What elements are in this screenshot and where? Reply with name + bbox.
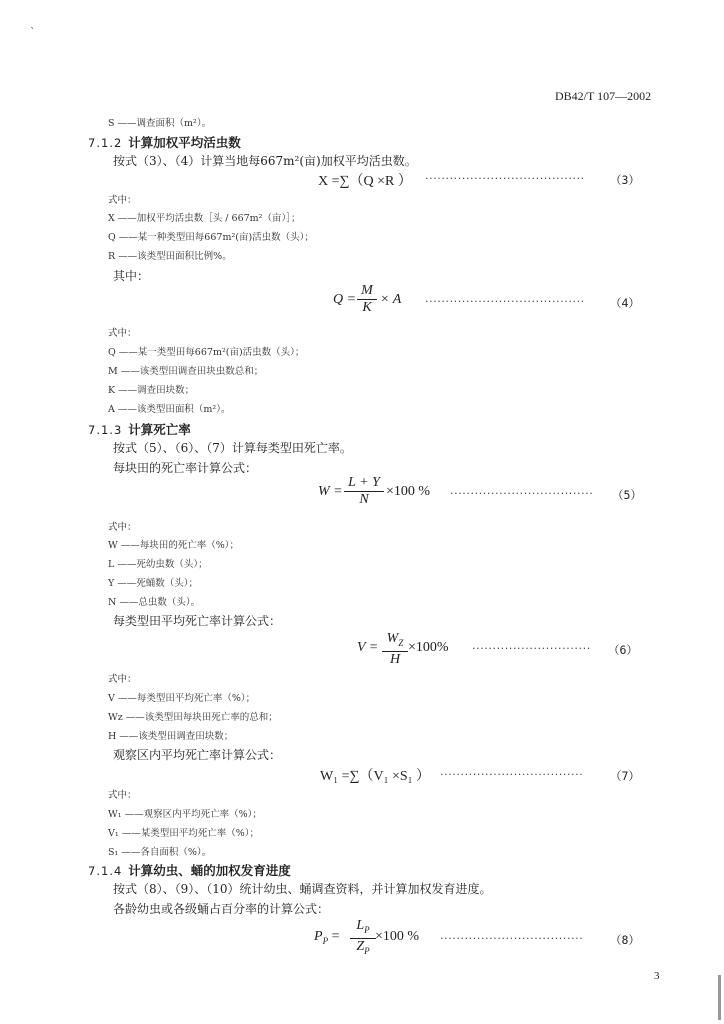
among-label: 其中： bbox=[113, 269, 150, 283]
equation-8-fraction bbox=[350, 918, 376, 959]
paragraph: 按式（8）、（9）、（10）统计幼虫、蛹调查资料，并计算加权发育进度。 bbox=[113, 882, 492, 896]
equation-number-4: （4） bbox=[610, 296, 640, 310]
leader-dots: ··································· bbox=[440, 932, 584, 945]
equation-4-lhs: Q = bbox=[333, 292, 357, 307]
equation-4-fraction bbox=[357, 283, 377, 316]
denominator: N bbox=[359, 492, 369, 507]
definition-q: Q ——某一种类型田每667m²(亩)活虫数（头）； bbox=[108, 232, 314, 243]
definition-s: S ——调查面积（m²）。 bbox=[108, 118, 212, 129]
standard-number: DB42/T 107—2002 bbox=[555, 89, 652, 103]
section-7-1-4-heading bbox=[88, 861, 291, 879]
section-title: 计算死亡率 bbox=[128, 422, 191, 437]
definition-w: W ——每块田的死亡率（%）； bbox=[108, 540, 240, 551]
where-label: 式中： bbox=[108, 790, 137, 801]
equation-3: X =∑（Q ×R ） bbox=[318, 174, 412, 189]
equation-number-3: （3） bbox=[610, 173, 640, 187]
section-7-1-2-heading bbox=[88, 133, 241, 151]
page-number: 3 bbox=[654, 970, 660, 982]
section-title: 计算幼虫、蛹的加权发育进度 bbox=[128, 863, 291, 878]
definition-r: R ——该类型田面积比例%。 bbox=[108, 251, 232, 262]
definition-m: M ——该类型田调查田块虫数总和； bbox=[108, 366, 264, 377]
where-label: 式中： bbox=[108, 522, 137, 533]
section-number: 7.1.3 bbox=[88, 423, 123, 437]
definition-l: L ——死幼虫数（头）； bbox=[108, 559, 208, 570]
leader-dots: ······································· bbox=[425, 295, 585, 308]
equation-number-8: （8） bbox=[610, 933, 640, 947]
definition-wz: Wz ——该类型田每块田死亡率的总和； bbox=[108, 712, 278, 723]
definition-w1: W₁ ——观察区内平均死亡率（%）； bbox=[108, 809, 262, 820]
definition-s1: S₁ ——各自面积（%）。 bbox=[108, 847, 212, 858]
where-label: 式中： bbox=[108, 195, 137, 206]
definition-y: Y ——死蛹数（头）； bbox=[108, 578, 199, 589]
equation-8-rhs: ×100 % bbox=[375, 929, 420, 944]
definition-v: V ——每类型田平均死亡率（%）； bbox=[108, 693, 256, 704]
equation-7: W₁ =∑（V₁ ×S₁ ） bbox=[320, 769, 431, 784]
equation-6-lhs: V = bbox=[357, 640, 379, 655]
leader-dots: ······································· bbox=[425, 172, 585, 185]
equation-number-5: （5） bbox=[612, 488, 642, 502]
equation-5-fraction bbox=[344, 475, 384, 508]
numerator: L + Y bbox=[348, 475, 380, 490]
equation-5-lhs: W = bbox=[318, 484, 343, 499]
definition-h: H ——该类型田调查田块数； bbox=[108, 731, 234, 742]
where-label: 式中： bbox=[108, 328, 137, 339]
equation-number-7: （7） bbox=[610, 769, 640, 783]
section-7-1-3-heading bbox=[88, 420, 191, 438]
denominator: $Z_P$ bbox=[356, 938, 370, 956]
denominator: K bbox=[362, 300, 372, 315]
section-number: 7.1.2 bbox=[88, 136, 123, 150]
equation-6-fraction bbox=[382, 631, 408, 668]
numerator: $W_Z$ bbox=[386, 631, 404, 648]
definition-n: N ——总虫数（头）。 bbox=[108, 597, 201, 608]
definition-k: K ——调查田块数； bbox=[108, 385, 195, 396]
definition-q2: Q ——某一类型田每667m²(亩)活虫数（头）； bbox=[108, 347, 305, 358]
corner-mark: ` bbox=[30, 26, 36, 39]
definition-a: A ——该类型田面积（m²）。 bbox=[108, 404, 231, 415]
paragraph: 每块田的死亡率计算公式： bbox=[113, 461, 258, 475]
equation-8-lhs: $P_P$ = bbox=[314, 929, 340, 946]
section-number: 7.1.4 bbox=[88, 864, 123, 878]
paragraph: 观察区内平均死亡率计算公式： bbox=[113, 748, 282, 762]
definition-v1: V₁ ——某类型田平均死亡率（%）； bbox=[108, 828, 259, 839]
section-title: 计算加权平均活虫数 bbox=[128, 135, 241, 150]
equation-6-rhs: ×100% bbox=[408, 640, 449, 655]
paragraph: 每类型田平均死亡率计算公式： bbox=[113, 614, 282, 628]
where-label: 式中： bbox=[108, 674, 137, 685]
scrollbar-edge[interactable] bbox=[718, 975, 721, 1020]
equation-5-rhs: ×100 % bbox=[386, 484, 431, 499]
definition-x: X ——加权平均活虫数［头 / 667m²（亩）］； bbox=[108, 213, 301, 224]
equation-number-6: （6） bbox=[608, 643, 638, 657]
numerator: $L_P$ bbox=[356, 918, 370, 935]
leader-dots: ··································· bbox=[450, 487, 594, 500]
denominator: H bbox=[389, 651, 401, 667]
leader-dots: ····························· bbox=[472, 642, 591, 655]
paragraph: 各龄幼虫或各级蛹占百分率的计算公式： bbox=[113, 902, 330, 916]
paragraph: 按式（5）、（6）、（7）计算每类型田死亡率。 bbox=[113, 441, 352, 455]
numerator: M bbox=[361, 283, 373, 298]
equation-4-rhs: × A bbox=[380, 292, 402, 307]
paragraph: 按式（3）、（4）计算当地每667m²(亩)加权平均活虫数。 bbox=[113, 154, 417, 168]
leader-dots: ··································· bbox=[440, 768, 584, 781]
